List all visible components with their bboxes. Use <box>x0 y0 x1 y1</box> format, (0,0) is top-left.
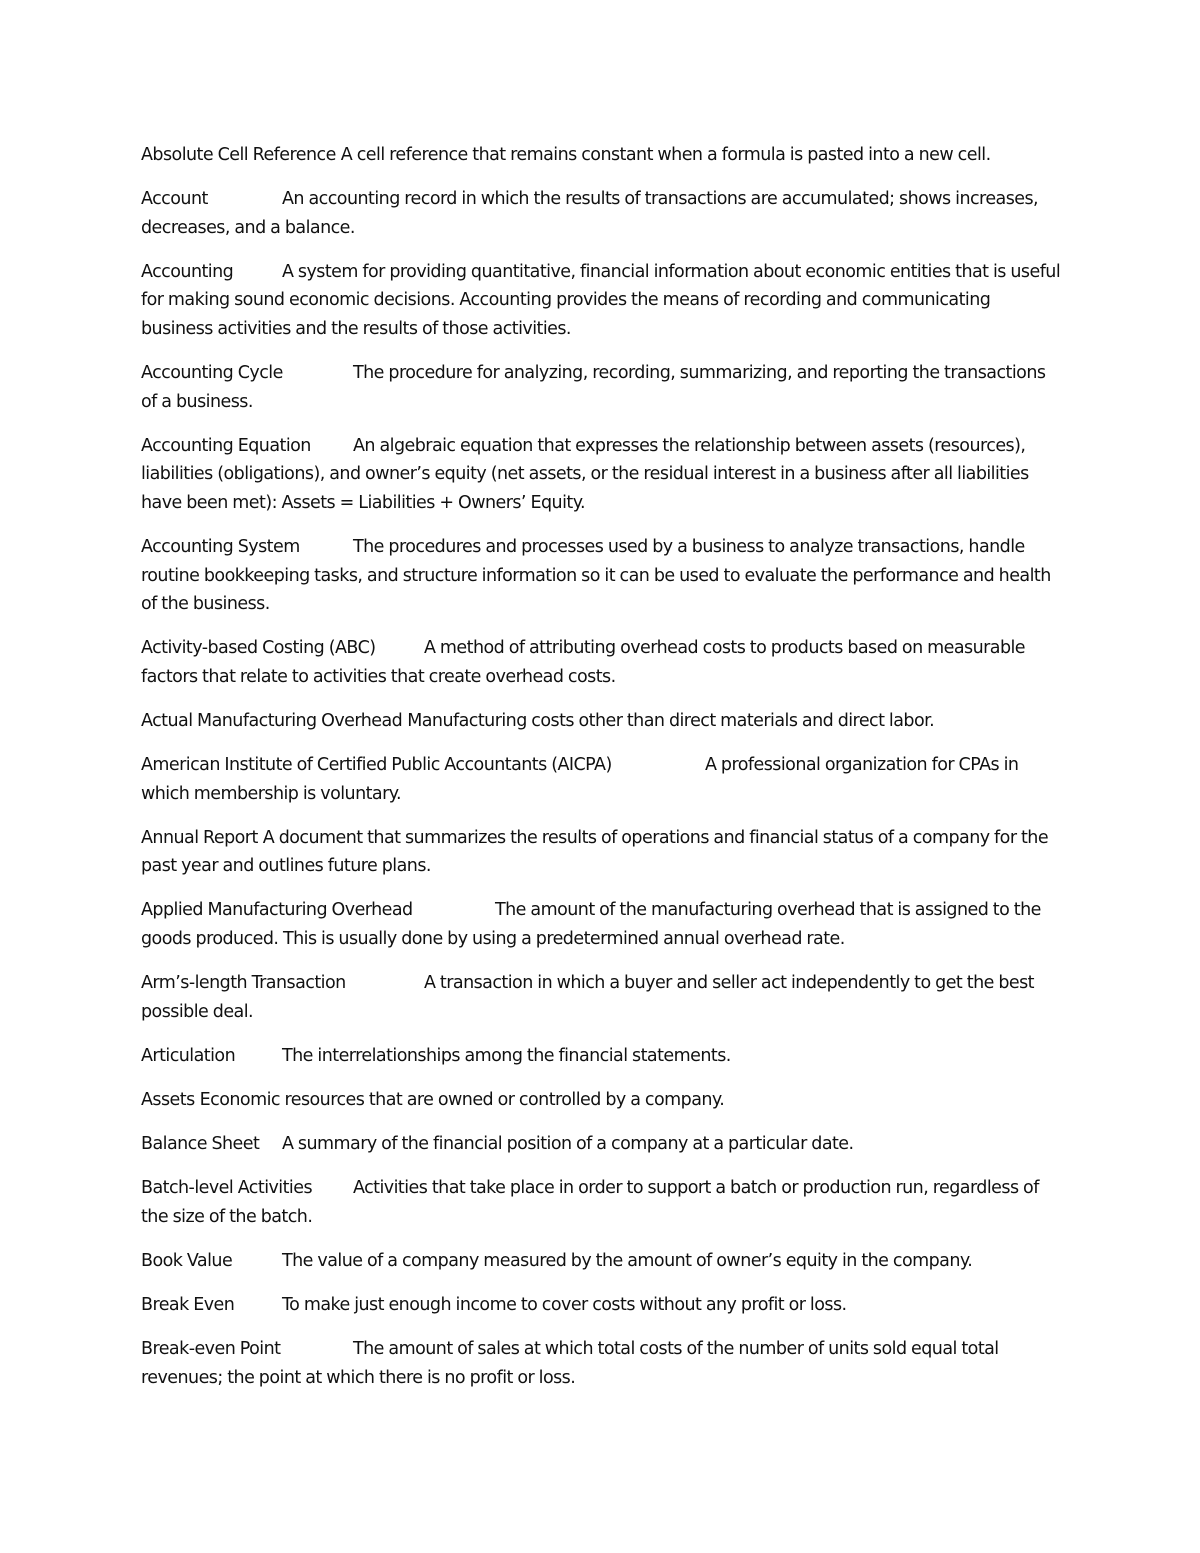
glossary-definition: A system for providing quantitative, financial information about economic entities that is useful for making sound economic decisions. Accounting provides the means of recording and communicating business activities and the results of those activities. <box>141 261 1061 339</box>
glossary-term: Activity-based Costing (ABC) <box>141 638 376 659</box>
glossary-definition: A professional organization for CPAs in which membership is voluntary. <box>141 755 1019 804</box>
glossary-term: Accounting <box>141 261 234 282</box>
glossary-entry <box>141 707 1063 736</box>
glossary-entry <box>141 1335 1063 1392</box>
glossary-definition: Economic resources that are owned or controlled by a company. <box>199 1089 725 1110</box>
glossary-entry <box>141 1247 1063 1276</box>
glossary-definition: The value of a company measured by the amount of owner’s equity in the company. <box>282 1250 973 1271</box>
glossary-definition: The amount of the manufacturing overhead that is assigned to the goods produced. This is usually done by using a predetermined annual overhead rate. <box>141 900 1041 950</box>
glossary-term: Break Even <box>141 1294 235 1315</box>
glossary-term: Assets <box>141 1089 195 1110</box>
glossary-entry <box>141 432 1063 518</box>
glossary-definition: Manufacturing costs other than direct materials and direct labor. <box>407 711 935 731</box>
glossary-term: Arm’s-length Transaction <box>141 973 346 994</box>
glossary-definition: An accounting record in which the results of transactions are accumulated; shows increases, decreases, and a balance. <box>141 189 1039 238</box>
glossary-definition: The amount of sales at which total costs of the number of units sold equal total revenues; the point at which there is no profit or loss. <box>141 1339 999 1388</box>
glossary-entry <box>141 969 1063 1026</box>
glossary-definition: The interrelationships among the financial statements. <box>282 1045 731 1066</box>
glossary-entry <box>141 896 1063 953</box>
glossary-page <box>141 141 1063 1408</box>
glossary-entry <box>141 751 1063 808</box>
glossary-entry <box>141 1042 1063 1071</box>
glossary-definition: The procedure for analyzing, recording, summarizing, and reporting the transactions of a business. <box>141 363 1046 412</box>
glossary-term: Batch-level Activities <box>141 1178 313 1199</box>
glossary-entry <box>141 141 1063 170</box>
glossary-term: Accounting System <box>141 537 300 558</box>
glossary-definition: An algebraic equation that expresses the relationship between assets (resources), liabilities (obligations), and owner’s equity (net assets, or the residual interest in a business after all liabilities have been met): Assets = Liabilities + Owners’ Equity. <box>141 435 1029 513</box>
glossary-term: Break-even Point <box>141 1339 281 1359</box>
glossary-definition: A summary of the financial position of a company at a particular date. <box>282 1134 854 1155</box>
glossary-entry <box>141 258 1063 344</box>
glossary-term: Balance Sheet <box>141 1134 260 1155</box>
glossary-definition: A cell reference that remains constant when a formula is pasted into a new cell. <box>340 145 991 165</box>
glossary-definition: A document that summarizes the results of operations and financial status of a company for the past year and outlines future plans. <box>141 827 1049 877</box>
glossary-definition: To make just enough income to cover costs without any profit or loss. <box>282 1294 847 1315</box>
glossary-term: Annual Report <box>141 827 258 848</box>
glossary-term: Account <box>141 189 208 210</box>
glossary-entry <box>141 1291 1063 1320</box>
glossary-term: Absolute Cell Reference <box>141 145 336 165</box>
glossary-entry <box>141 185 1063 242</box>
glossary-term: Accounting Cycle <box>141 363 283 384</box>
glossary-term: Actual Manufacturing Overhead <box>141 711 403 731</box>
glossary-entry <box>141 824 1063 881</box>
glossary-entry <box>141 634 1063 691</box>
glossary-entry <box>141 533 1063 619</box>
glossary-entry <box>141 1130 1063 1159</box>
glossary-definition: Activities that take place in order to support a batch or production run, regardless of the size of the batch. <box>141 1178 1039 1227</box>
glossary-entry <box>141 359 1063 416</box>
glossary-entry <box>141 1086 1063 1115</box>
glossary-definition: A method of attributing overhead costs to products based on measurable factors that relate to activities that create overhead costs. <box>141 638 1026 687</box>
glossary-definition: A transaction in which a buyer and seller act independently to get the best possible deal. <box>141 973 1034 1022</box>
glossary-entry <box>141 1174 1063 1231</box>
glossary-term: Accounting Equation <box>141 435 311 456</box>
glossary-term: American Institute of Certified Public Accountants (AICPA) <box>141 755 612 776</box>
glossary-term: Book Value <box>141 1250 233 1271</box>
glossary-definition: The procedures and processes used by a business to analyze transactions, handle routine bookkeeping tasks, and structure information so it can be used to evaluate the performance and health of the business. <box>141 537 1051 615</box>
glossary-term: Articulation <box>141 1045 236 1066</box>
glossary-term: Applied Manufacturing Overhead <box>141 900 413 921</box>
